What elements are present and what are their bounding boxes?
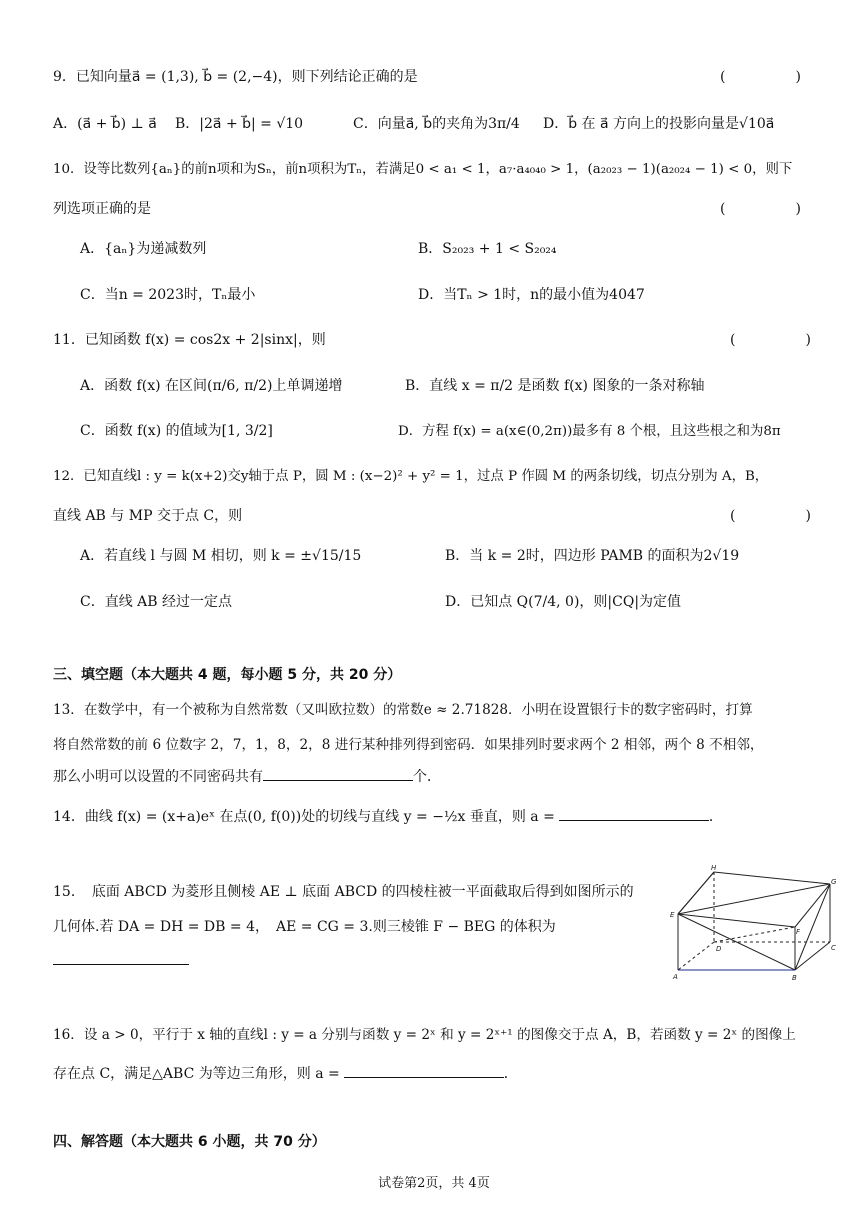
q11-answer-paren: ( ) (730, 332, 811, 348)
geometry-figure (668, 862, 840, 982)
q16-line2-end: ． (503, 1066, 518, 1082)
q12-answer-paren: ( ) (730, 508, 811, 524)
q10-option-b: B．S₂₀₂₃ + 1 < S₂₀₂₄ (418, 241, 557, 257)
q16-line2-text: 存在点 C，满足△ABC 为等边三角形，则 a = (53, 1066, 340, 1082)
q11-option-a: A．函数 f(x) 在区间(π/6, π/2)上单调递增 (80, 378, 343, 394)
section-3-heading: 三、填空题（本大题共 4 题，每小题 5 分，共 20 分） (53, 667, 402, 683)
q13-line3 (53, 766, 441, 786)
q15-answer-blank[interactable] (53, 950, 189, 965)
fig-label-e: E (670, 911, 675, 919)
q12-option-c: C．直线 AB 经过一定点 (80, 594, 233, 610)
q13-line2: 将自然常数的前 6 位数字 2，7，1，8，2，8 进行某种排列得到密码．如果排列时要求两个 2 相邻，两个 8 不相邻， (53, 737, 764, 753)
q9-stem: 9．已知向量a⃗ = (1,3), b⃗ = (2,−4)，则下列结论正确的是 (53, 69, 418, 85)
q13-answer-blank[interactable] (263, 780, 413, 781)
q11-stem: 11．已知函数 f(x) = cos2x + 2|sinx|，则 (53, 332, 326, 348)
q16-line1: 16．设 a > 0，平行于 x 轴的直线l : y = a 分别与函数 y = 2ˣ 和 y = 2ˣ⁺¹ 的图像交于点 A，B，若函数 y = 2ˣ 的图像上 (53, 1027, 796, 1043)
q10-stem-line2: 列选项正确的是 (53, 201, 151, 217)
q12-stem-line1: 12．已知直线l : y = k(x+2)交y轴于点 P，圆 M : (x−2)² + y² = 1，过点 P 作圆 M 的两条切线，切点分别为 A，B， (53, 469, 769, 484)
q10-option-d: D．当Tₙ > 1时，n的最小值为4047 (418, 287, 645, 303)
q15-line2: 几何体.若 DA = DH = DB = 4， AE = CG = 3.则三棱锥 F − BEG 的体积为 (53, 919, 556, 935)
fig-label-a: A (673, 973, 678, 981)
q10-option-a: A．{aₙ}为递减数列 (80, 241, 207, 257)
fig-label-b: B (792, 974, 797, 982)
q9-option-b: B．|2a⃗ + b⃗| = √10 (175, 116, 304, 132)
q10-stem-line1: 10．设等比数列{aₙ}的前n项和为Sₙ，前n项积为Tₙ，若满足0 < a₁ < 1，a₇·a₄₀₄₀ > 1，(a₂₀₂₃ − 1)(a₂₀₂₄ − 1) < 0，则下 (53, 162, 793, 177)
q9-answer-paren: ( ) (720, 69, 801, 85)
section-4-heading: 四、解答题（本大题共 6 小题，共 70 分） (53, 1134, 326, 1150)
q13-line3-text: 那么小明可以设置的不同密码共有 (53, 769, 263, 785)
q13-line3-end: 个． (413, 769, 441, 785)
q14-line (53, 806, 723, 826)
q10-option-c: C．当n = 2023时，Tₙ最小 (80, 287, 256, 303)
q12-stem-line2: 直线 AB 与 MP 交于点 C，则 (53, 508, 243, 524)
fig-label-f: F (796, 928, 801, 936)
q12-option-d: D．已知点 Q(7/4, 0)，则|CQ|为定值 (445, 594, 682, 610)
q14-answer-blank[interactable] (559, 820, 709, 821)
q11-option-c: C．函数 f(x) 的值域为[1, 3/2] (80, 423, 273, 439)
q14-end: ． (708, 809, 723, 825)
q14-text: 14．曲线 f(x) = (x+a)eˣ 在点(0, f(0))处的切线与直线 y = −½x 垂直，则 a = (53, 809, 555, 825)
q11-option-d: D．方程 f(x) = a(x∈(0,2π))最多有 8 个根，且这些根之和为8π (398, 424, 781, 439)
q9-option-d: D．b⃗ 在 a⃗ 方向上的投影向量是√10a⃗ (543, 116, 775, 132)
q10-answer-paren: ( ) (720, 201, 801, 217)
q16-answer-blank[interactable] (344, 1077, 504, 1078)
q9-option-c: C．向量a⃗, b⃗的夹角为3π/4 (353, 116, 520, 132)
page-footer: 试卷第2页，共 4页 (378, 1176, 490, 1191)
q11-option-b: B．直线 x = π/2 是函数 f(x) 图象的一条对称轴 (405, 378, 705, 394)
q15-line1: 15． 底面 ABCD 为菱形且侧棱 AE ⊥ 底面 ABCD 的四棱柱被一平面截取后得到如图所示的 (53, 884, 634, 900)
q9-option-a: A．(a⃗ + b⃗) ⊥ a⃗ (53, 116, 157, 132)
fig-label-g: G (831, 878, 837, 886)
q16-line2 (53, 1063, 518, 1083)
q15-answer-line (53, 950, 189, 969)
q13-line1: 13．在数学中，有一个被称为自然常数（又叫欧拉数）的常数e ≈ 2.71828．小明在设置银行卡的数字密码时，打算 (53, 702, 753, 718)
fig-label-h: H (711, 864, 717, 872)
q12-option-a: A．若直线 l 与圆 M 相切，则 k = ±√15/15 (80, 548, 362, 564)
fig-label-d: D (716, 945, 722, 953)
q12-option-b: B．当 k = 2时，四边形 PAMB 的面积为2√19 (445, 548, 740, 564)
fig-label-c: C (831, 944, 836, 952)
